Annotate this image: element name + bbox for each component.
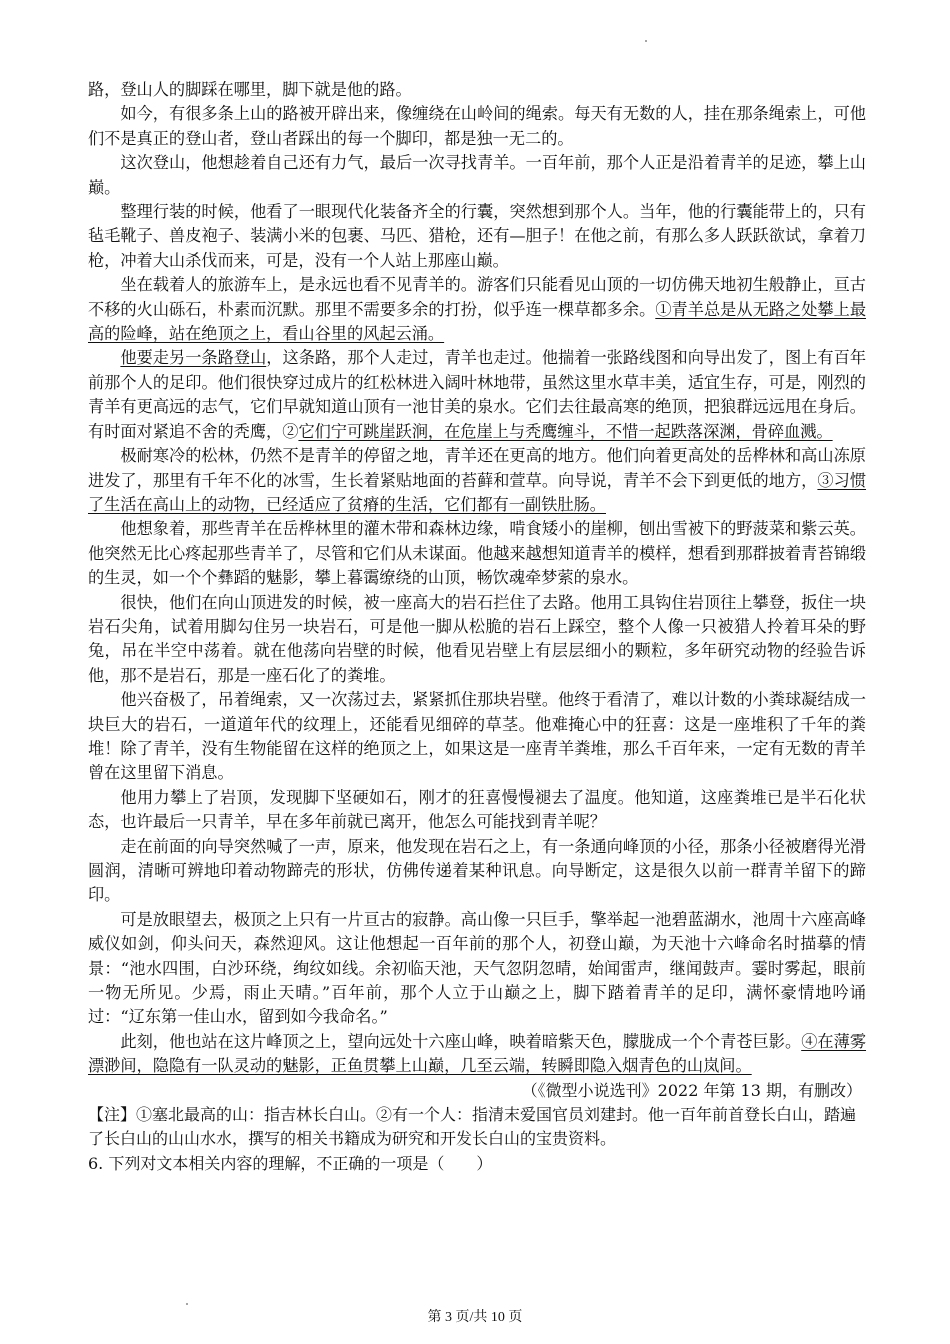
paragraph-10: 他兴奋极了，吊着绳索，又一次荡过去，紧紧抓住那块岩壁。他终于看清了，难以计数的小粪球凝结成一块巨大的岩石，一道道年代的纹理上，还能看见细碎的草茎。他难掩心中的狂喜：这是一座堆积了千年的粪堆！除了青羊，没有生物能留在这样的绝顶之上，如果这是一座青羊粪堆，那么千百年来，一定有无数的青羊曾在这里留下消息。 bbox=[88, 690, 866, 783]
paragraph-2: 如今，有很多条上山的路被开辟出来，像缠绕在山岭间的绳索。每天有无数的人，挂在那条绳索上，可他们不是真正的登山者，登山者踩出的每一个脚印，都是独一无二的。 bbox=[88, 104, 866, 148]
underlined-sentence-1: ①青羊总是从无路之处攀上最高的险峰，站在绝顶之上，看山谷里的风起云涌。 bbox=[88, 299, 867, 344]
paragraph-1: 路，登山人的脚踩在哪里，脚下就是他的路。 bbox=[88, 80, 412, 99]
underlined-sentence-4: ④在薄雾漂渺间，隐隐有一队灵动的魅影，正鱼贯攀上山巅，几至云端，转瞬即隐入烟青色的山岚间。 bbox=[88, 1031, 867, 1076]
underlined-lead: 他要走另一条路登山 bbox=[120, 348, 267, 368]
paragraph-13: 可是放眼望去，极顶之上只有一片亘古的寂静。高山像一只巨手，擎举起一池碧蓝湖水，池周十六座高峰威仪如剑，仰头问天，森然迎风。这让他想起一百年前的那个人，初登山巅，为天池十六峰命名时描摹的情景：“池水四围，白沙环绕，绚纹如线。余初临天池，天气忽阴忽晴，始闻雷声，继闻鼓声。霎时雾起，眼前一物无所见。少焉，雨止天晴。”百年前，那个人立于山巅之上，脚下踏着青羊的足印，满怀豪情地吟诵过：“辽东第一佳山水，留到如今我命名。” bbox=[88, 909, 866, 1027]
underlined-sentence-2: 它们宁可跳崖跃涧，在危崖上与秃鹰缠斗，不惜一起跌落深渊，骨碎血溅。 bbox=[298, 421, 833, 441]
article-body bbox=[88, 78, 866, 1176]
paragraph-12: 走在前面的向导突然喊了一声，原来，他发现在岩石之上，有一条通向峰顶的小径，那条小径被磨得光滑圆润，清晰可辨地印着动物蹄壳的形状，仿佛传递着某种讯息。向导断定，这是很久以前一群青羊留下的蹄印。 bbox=[88, 836, 866, 905]
annotation-note: 【注】①塞北最高的山：指吉林长白山。②有一个人：指清末爱国官员刘建封。他一百年前首登长白山，踏遍了长白山的山山水水，撰写的相关书籍成为研究和开发长白山的宝贵资料。 bbox=[88, 1105, 857, 1149]
scan-speck bbox=[186, 1303, 188, 1305]
paragraph-6: 他要走另一条路登山，这条路，那个人走过，青羊也走过。他揣着一张路线图和向导出发了，图上有百年前那个人的足印。他们很快穿过成片的红松林进入阔叶林地带，虽然这里水草丰美，适宜生存，可是，刚烈的青羊有更高远的志气，它们早就知道山顶有一池甘美的泉水。它们去往最高寒的绝顶，把狼群远远甩在身后。有时面对紧追不舍的秃鹰，②它们宁可跳崖跃涧，在危崖上与秃鹰缠斗，不惜一起跌落深渊，骨碎血溅。 bbox=[88, 348, 867, 441]
scan-speck bbox=[645, 40, 647, 42]
question-6: 6. 下列对文本相关内容的理解，不正确的一项是（ ） bbox=[88, 1153, 493, 1173]
paragraph-9: 很快，他们在向山顶进发的时候，被一座高大的岩石拦住了去路。他用工具钩住岩顶往上攀登，扳住一块岩石尖角，试着用脚勾住另一块岩石，可是他一脚从松脆的岩石上踩空，整个人像一只被猎人拎着耳朵的野兔，吊在半空中荡着。就在他荡向岩壁的时候，他看见岩壁上有层层细小的颗粒，多年研究动物的经验告诉他，那不是岩石，那是一座石化了的粪堆。 bbox=[88, 592, 866, 685]
paragraph-11: 他用力攀上了岩顶，发现脚下坚硬如石，刚才的狂喜慢慢褪去了温度。他知道，这座粪堆已是半石化状态，也许最后一只青羊，早在多年前就已离开，他怎么可能找到青羊呢？ bbox=[88, 787, 866, 832]
underlined-sentence-3: ③习惯了生活在高山上的动物，已经适应了贫瘠的生活，它们都有一副铁肚肠。 bbox=[88, 470, 867, 514]
paragraph-5: 坐在载着人的旅游车上，是永远也看不见青羊的。游客们只能看见山顶的一切仿佛天地初生般静止，亘古不移的火山砾石，朴素而沉默。那里不需要多余的打扮，似乎连一棵草都多余。①青羊总是从无路之处攀上最高的险峰，站在绝顶之上，看山谷里的风起云涌。 bbox=[88, 275, 867, 344]
paragraph-3: 这次登山，他想趁着自己还有力气，最后一次寻找青羊。一百年前，那个人正是沿着青羊的足迹，攀上山巅。 bbox=[88, 153, 866, 197]
paragraph-14: 此刻，他也站在这片峰顶之上，望向远处十六座山峰，映着暗紫天色，朦胧成一个个青苍巨影。④在薄雾漂渺间，隐隐有一队灵动的魅影，正鱼贯攀上山巅，几至云端，转瞬即隐入烟青色的山岚间。 bbox=[88, 1031, 867, 1076]
paragraph-7: 极耐寒冷的松林，仍然不是青羊的停留之地，青羊还在更高的地方。他们向着更高处的岳桦林和高山冻原进发了，那里有千年不化的冰雪，生长着紧贴地面的苔藓和萱草。向导说，青羊不会下到更低的地方，③习惯了生活在高山上的动物，已经适应了贫瘠的生活，它们都有一副铁肚肠。 bbox=[88, 446, 867, 514]
page-number: 第 3 页/共 10 页 bbox=[427, 1310, 523, 1325]
paragraph-4: 整理行装的时候，他看了一眼现代化装备齐全的行囊，突然想到那个人。当年，他的行囊能带上的，只有毡毛靴子、兽皮袍子、装满小米的包裹、马匹、猎枪，还有—胆子！在他之前，有那么多人跃跃欲试，拿着刀枪，冲着大山杀伐而来，可是，没有一个人站上那座山巅。 bbox=[88, 202, 866, 270]
source-citation: （《微型小说选刊》2022 年第 13 期，有删改） bbox=[521, 1080, 862, 1100]
paragraph-8: 他想象着，那些青羊在岳桦林里的灌木带和森林边缘，啃食矮小的崖柳，刨出雪被下的野菠菜和紫云英。他突然无比心疼起那些青羊了，尽管和它们从未谋面。他越来越想知道青羊的模样，想看到那群披着青苔锦缎的生灵，如一个个彝蹈的魅影，攀上暮霭缭绕的山顶，畅饮魂牵梦萦的泉水。 bbox=[88, 519, 866, 588]
